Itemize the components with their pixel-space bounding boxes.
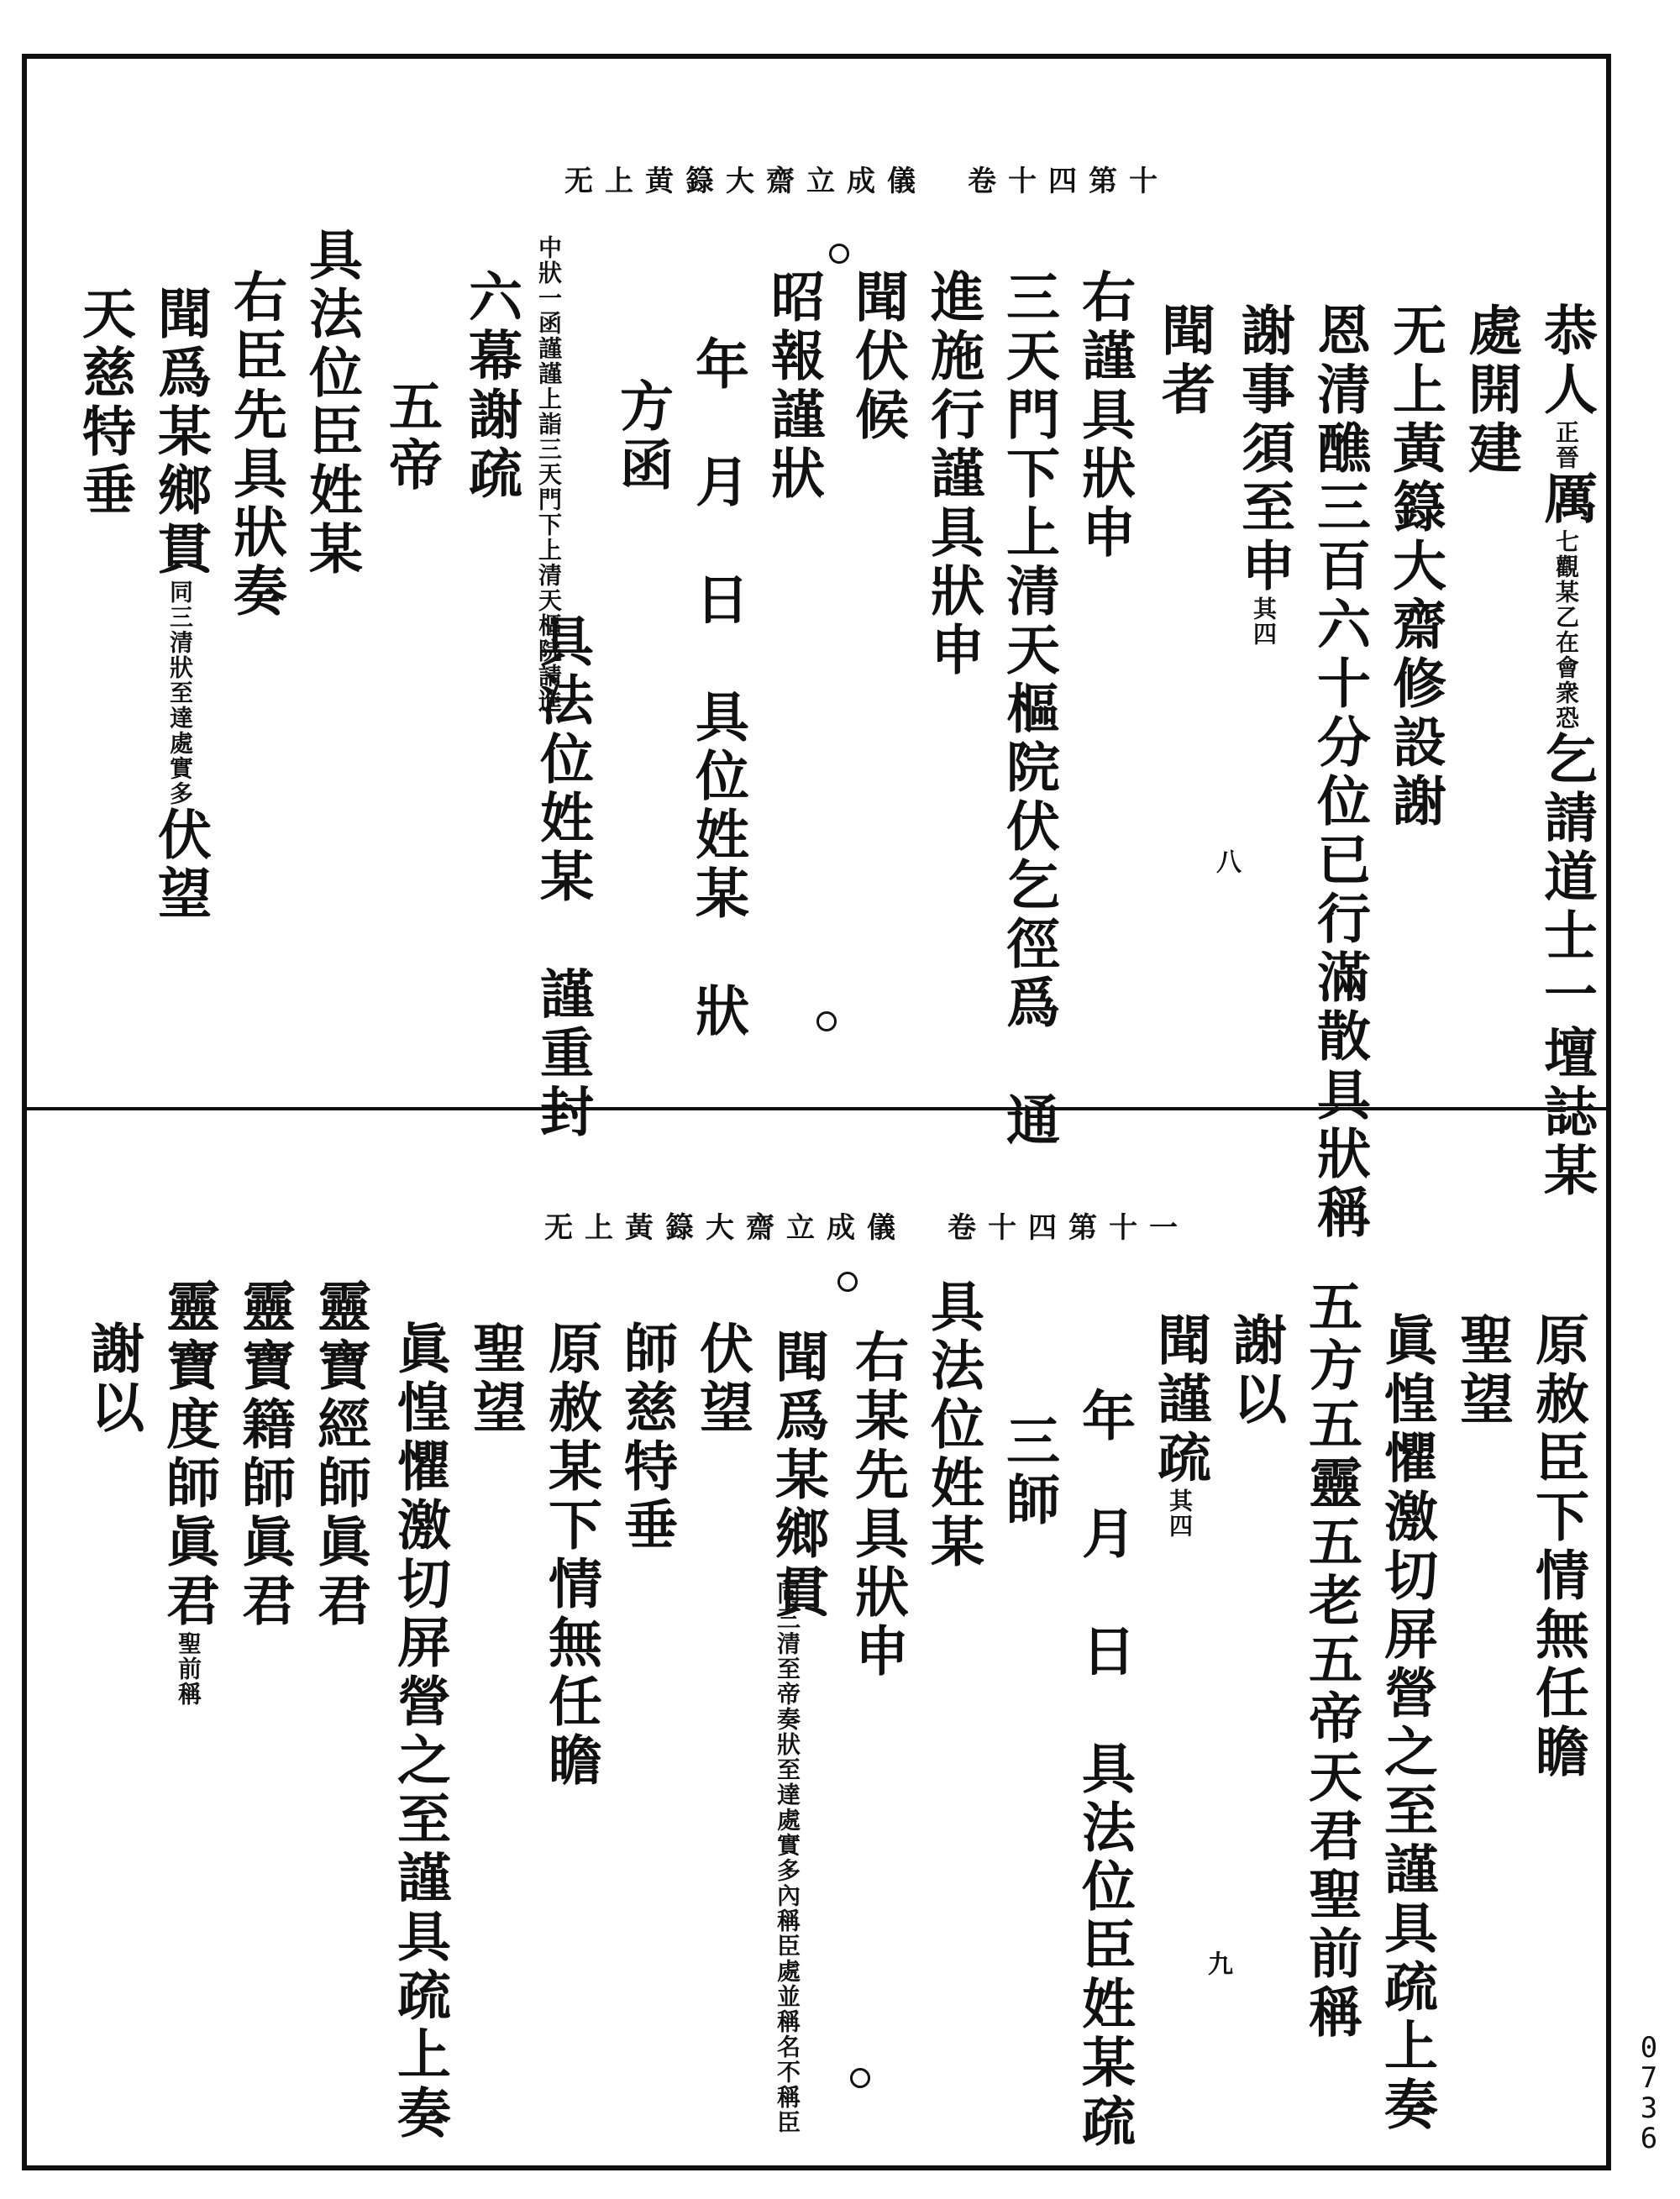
circle-mark bbox=[816, 1011, 837, 1031]
bottom-column-19: 靈寶度師眞君聖前稱 bbox=[157, 1278, 220, 1707]
bottom-column-12: 伏望 bbox=[690, 1320, 753, 1438]
bottom-column-10: 右某先具狀申 bbox=[846, 1329, 909, 1682]
top-column-12: 年 月 日 具位姓某 狀 bbox=[686, 336, 749, 1042]
bottom-page-header: 无上黃籙大齋立成儀 卷十四第十一 bbox=[544, 1211, 1189, 1245]
bottom-column-15: 聖望 bbox=[464, 1320, 527, 1438]
bottom-column-8: 三師 bbox=[997, 1413, 1060, 1530]
bottom-column-13: 師慈特垂 bbox=[615, 1320, 678, 1556]
top-column-17: 五帝 bbox=[380, 378, 443, 496]
top-column-15: 具法位姓某 謹重封 bbox=[531, 613, 594, 1142]
bottom-column-17: 靈寶經師眞君 bbox=[308, 1278, 371, 1631]
bottom-column-6-note: 其四 bbox=[1166, 1488, 1194, 1539]
top-column-11: 昭報謹狀 bbox=[762, 269, 825, 504]
top-column-14: 中狀一函謹謹上詣三天門下上清天樞院請進 bbox=[535, 235, 563, 714]
top-column-19: 右臣先具狀奏 bbox=[224, 269, 287, 622]
top-column-1-note: 七觀某乙在會衆恐 bbox=[1552, 529, 1580, 731]
top-column-10: 聞伏候 bbox=[846, 269, 909, 445]
top-column-4: 恩清醮三百六十分位已行滿散具狀稱 bbox=[1308, 302, 1371, 1243]
bottom-folio: 九 bbox=[1203, 1950, 1232, 1976]
bottom-column-14: 原赦某下情無任瞻 bbox=[539, 1320, 602, 1791]
top-column-2: 處開建 bbox=[1459, 302, 1522, 479]
bottom-column-1: 原赦臣下情無任瞻 bbox=[1526, 1312, 1589, 1782]
top-column-5: 謝事須至申其四 bbox=[1232, 302, 1295, 647]
circle-mark bbox=[829, 244, 849, 264]
top-column-16: 六幕謝疏 bbox=[459, 269, 522, 504]
top-column-21: 天慈特垂 bbox=[73, 286, 136, 521]
page-number-stamp: 0 7 3 6 bbox=[1640, 2031, 1658, 2155]
bottom-column-3: 眞惶懼激切屏營之至謹具疏上奏 bbox=[1375, 1312, 1438, 2135]
top-column-1: 恭人正晉厲七觀某乙在會衆恐乞請道士一壇誌某 bbox=[1535, 302, 1598, 1201]
top-column-3: 无上黃籙大齋修設謝 bbox=[1383, 302, 1446, 832]
bottom-column-7: 年 月 日 具法位臣姓某疏 bbox=[1073, 1388, 1136, 2152]
bottom-column-16: 眞惶懼激切屏營之至謹具疏上奏 bbox=[388, 1320, 451, 2144]
top-column-7: 右謹具狀申 bbox=[1073, 269, 1136, 563]
bottom-column-6: 聞謹疏其四 bbox=[1148, 1312, 1211, 1539]
top-column-9: 進施行謹具狀申 bbox=[921, 269, 984, 680]
bottom-column-20: 謝以 bbox=[81, 1320, 144, 1438]
circle-mark bbox=[837, 1272, 858, 1292]
circle-mark bbox=[850, 2068, 870, 2088]
top-column-18: 具法位臣姓某 bbox=[300, 227, 363, 580]
bottom-column-18: 靈寶籍師眞君 bbox=[233, 1278, 296, 1631]
bottom-column-4: 五方五靈五老五帝天君聖前稱 bbox=[1299, 1278, 1362, 2043]
top-column-5-note: 其四 bbox=[1250, 596, 1278, 647]
bottom-column-5: 謝以 bbox=[1224, 1312, 1287, 1430]
top-page-header: 无上黄籙大齋立成儀 卷十四第十 bbox=[564, 165, 1169, 198]
top-column-20: 聞爲某鄉貫同三清狀至達處實多伏望 bbox=[149, 286, 212, 924]
top-column-13: 方函 bbox=[611, 378, 674, 496]
top-column-6: 聞者 bbox=[1152, 302, 1215, 420]
bottom-column-9: 具法位姓某 bbox=[921, 1278, 984, 1572]
bottom-page bbox=[27, 1110, 1606, 2165]
bottom-column-11: 聞爲某鄉貫 bbox=[766, 1329, 829, 1623]
bottom-column-2: 聖望 bbox=[1451, 1312, 1514, 1430]
top-column-8: 三天門下上清天樞院伏乞徑爲 通 bbox=[997, 269, 1060, 1151]
bottom-column-11-note: 同三清至帝奏狀至達處實多內稱臣處並稱名不稱臣 bbox=[774, 1581, 801, 2135]
top-folio: 八 bbox=[1211, 848, 1241, 874]
